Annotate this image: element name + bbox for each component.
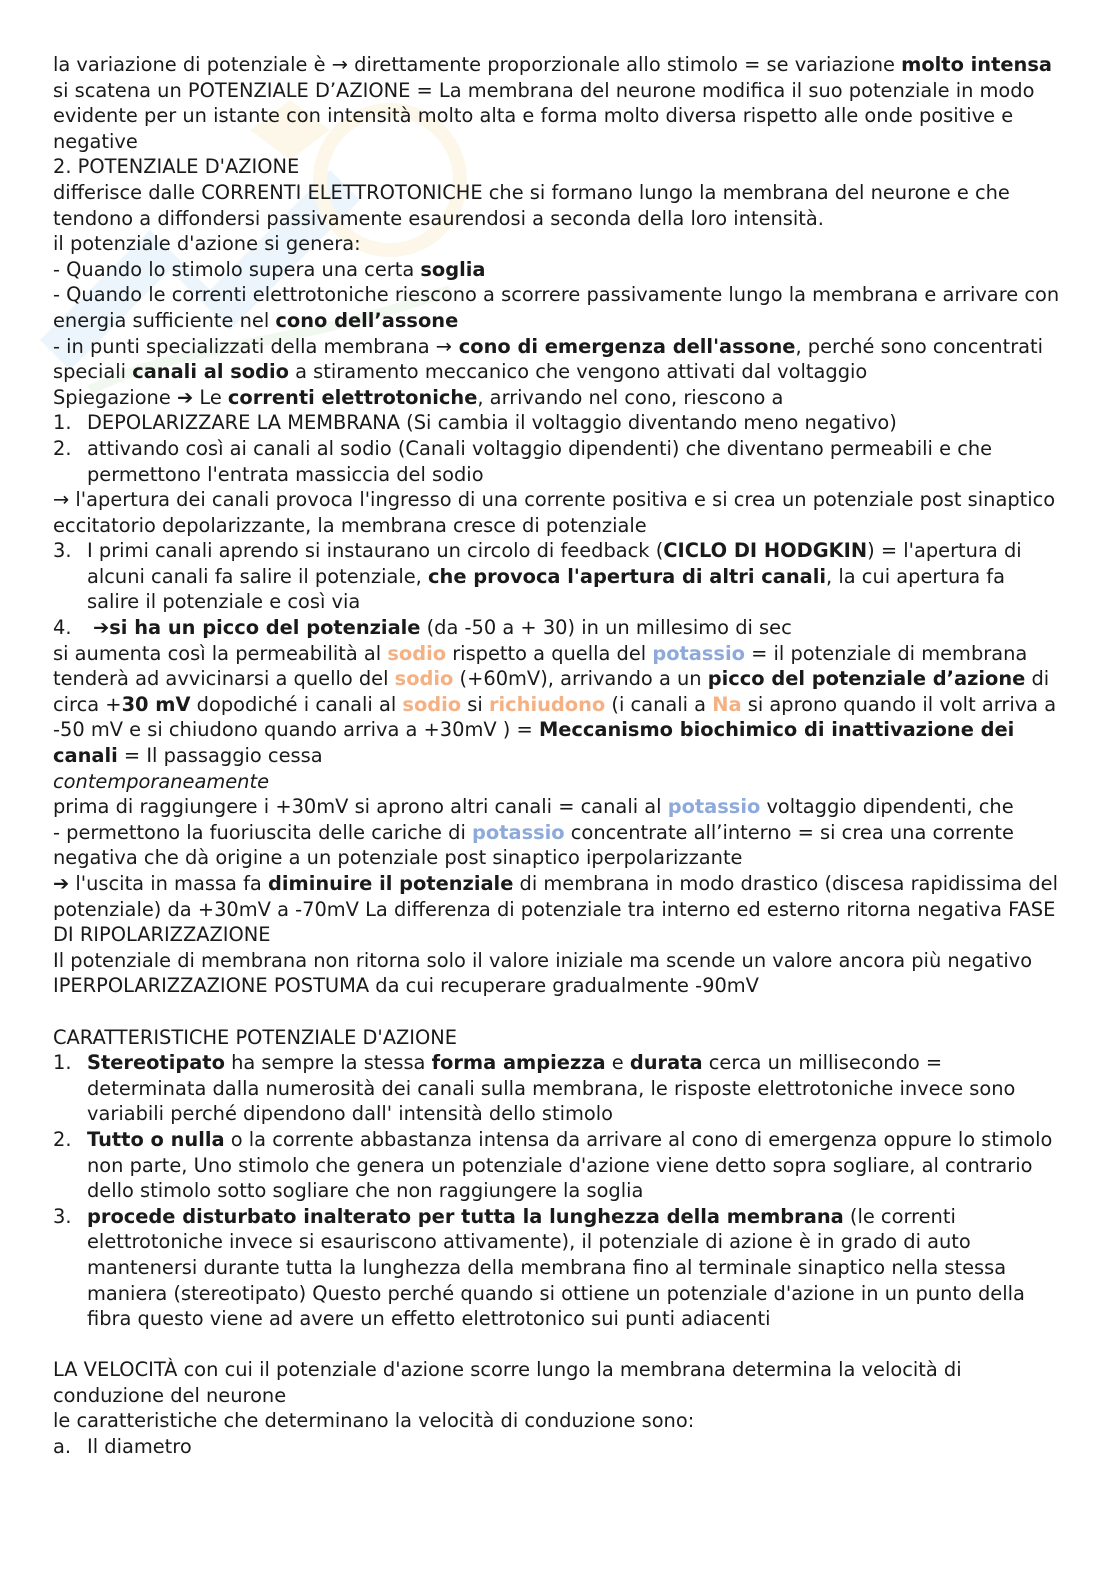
paragraph: LA VELOCITÀ con cui il potenziale d'azione scorre lungo la membrana determina la velocità di conduzione del neurone [53,1358,962,1407]
paragraph: - permettono la fuoriuscita delle cariche di potassio concentrate all’interno = si crea una corrente negativa che dà origine a un potenziale post sinaptico iperpolarizzante [53,820,1014,870]
paragraph: Il potenziale di membrana non ritorna solo il valore iniziale ma scende un valore ancora più negativo IPERPOLARIZZAZIONE POSTUMA da cui recuperare gradualmente -90mV [53,948,1033,998]
list-item: 2. Tutto o nulla o la corrente abbastanza intensa da arrivare al cono di emergenza oppure lo stimolo non parte, Uno stimolo che genera un potenziale d'azione viene detto sopra sogliare, al contrario dello stimolo sotto sogliare che non raggiungere la soglia [53,1127,1053,1203]
arrow-icon: → [331,53,348,76]
paragraph: le caratteristiche che determinano la velocità di conduzione sono: [53,1409,695,1433]
list-item: 4. ➔si ha un picco del potenziale (da -50 a + 30) in un millesimo di sec [53,616,792,640]
list-item: 1. DEPOLARIZZARE LA MEMBRANA (Si cambia il voltaggio diventando meno negativo) [53,411,897,435]
permeability-paragraph: si aumenta così la permeabilità al sodio rispetto a quella del potassio = il potenziale di membrana tenderà ad avvicinarsi a quello del sodio (+60mV), arrivando a un picco del potenziale d’azione di circa +30 mV dopodiché i canali al sodio si richiudono (i canali a Na si aprono quando il volt arriva a -50 mV e si chiudono quando arriva a +30mV ) = Meccanismo biochimico di inattivazione dei canali = Il passaggio cessa [53,641,1057,768]
section-heading-features: CARATTERISTICHE POTENZIALE D'AZIONE [53,1025,458,1049]
arrow-icon: ➔ [176,385,194,409]
arrow-icon: ➔ [53,872,70,895]
condition-line: - Quando le correnti elettrotoniche riescono a scorrere passivamente lungo la membrana e arrivare con energia sufficiente nel cono dell’assone [53,283,1060,332]
list-item: a. Il diametro [53,1435,192,1459]
explanation-line: Spiegazione ➔ Le correnti elettrotoniche, arrivando nel cono, riescono a [53,385,784,409]
paragraph: ➔ l'uscita in massa fa diminuire il potenziale di membrana in modo drastico (discesa rapidissima del potenziale) da +30mV a -70mV La differenza di potenziale tra interno ed esterno ritorna negativa FASE DI RIPOLARIZZAZIONE [53,872,1058,947]
arrow-icon: → [435,334,452,358]
paragraph: → l'apertura dei canali provoca l'ingresso di una corrente positiva e si crea un potenziale post sinaptico eccitatorio depolarizzante, la membrana cresce di potenziale [53,488,1056,537]
list-item: 2. attivando così ai canali al sodio (Canali voltaggio dipendenti) che diventano permeabili e che permettono l'entrata massiccia del sodio [53,436,993,486]
arrow-icon: → [53,488,70,512]
list-item: 3. procede disturbato inalterato per tutta la lunghezza della membrana (le correnti elettrotoniche invece si esauriscono attivamente), il potenziale di azione è in grado di auto mantenersi durante tutta la lunghezza della membrana fino al terminale sinaptico nella stessa maniera (stereotipato) Questo perché quando si ottiene un potenziale d'azione in un punto della fibra questo viene ad avere un effetto elettrotonico sui punti adiacenti [53,1204,1025,1331]
paragraph: prima di raggiungere i +30mV si aprono altri canali = canali al potassio voltaggio dipendenti, che [53,795,1014,819]
paragraph: differisce dalle CORRENTI ELETTROTONICHE che si formano lungo la membrana del neurone e che tendono a diffondersi passivamente esaurendosi a seconda della loro intensità. [53,180,1010,230]
section-heading-action-potential: 2. POTENZIALE D'AZIONE [53,155,300,179]
intro-paragraph: la variazione di potenziale è → direttamente proporzionale allo stimolo = se variazione molto intensa si scatena un POTENZIALE D’AZIONE = La membrana del neurone modifica il suo potenziale in modo evidente per un istante con intensità molto alta e forma molto diversa rispetto alle onde positive e negative [53,53,1052,153]
arrow-icon: ➔ [93,616,110,640]
list-item: 1. Stereotipato ha sempre la stessa forma ampiezza e durata cerca un millisecondo = determinata dalla numerosità dei canali sulla membrana, le risposte elettrotoniche invece sono variabili perché dipendono dall' intensità dello stimolo [53,1051,1016,1126]
condition-line: - Quando lo stimolo supera una certa soglia [53,257,486,281]
document-page [53,52,1063,1460]
condition-line: - in punti specializzati della membrana → cono di emergenza dell'assone, perché sono concentrati speciali canali al sodio a stiramento meccanico che vengono attivati dal voltaggio [53,334,1044,384]
list-item: 3. I primi canali aprendo si instaurano un circolo di feedback (CICLO DI HODGKIN) = l'apertura di alcuni canali fa salire il potenziale, che provoca l'apertura di altri canali, la cui apertura fa salire il potenziale e così via [53,539,1022,614]
paragraph: il potenziale d'azione si genera: [53,232,361,256]
paragraph: contemporaneamente [53,769,270,793]
